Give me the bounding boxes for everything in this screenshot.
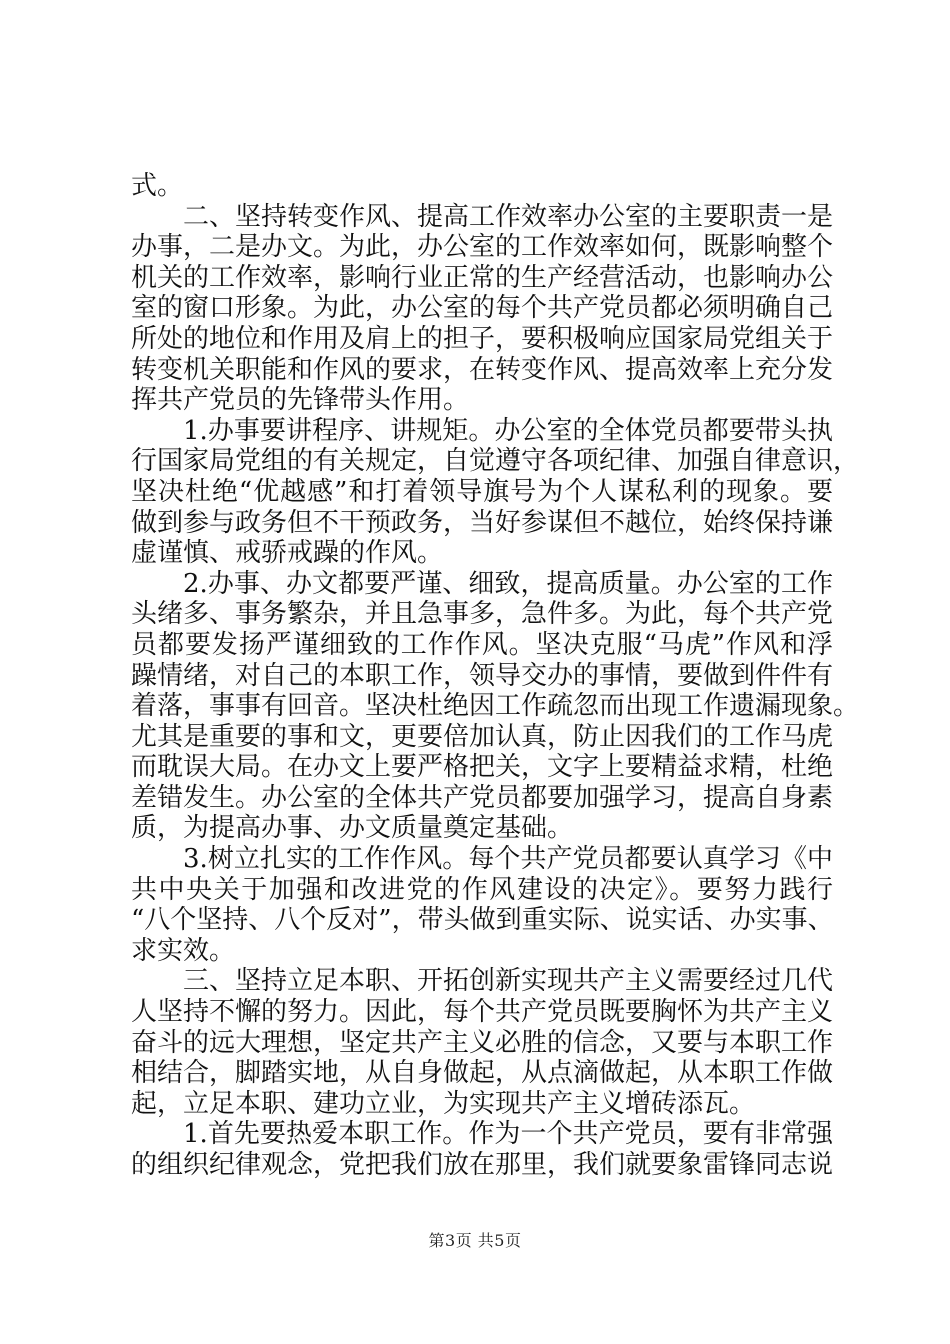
text-line: 尤其是重要的事和文，更要倍加认真，防止因我们的工作马虎 <box>131 721 834 752</box>
text-line: 做到参与政务但不干预政务，当好参谋但不越位，始终保持谦 <box>131 507 834 538</box>
text-line: 1.办事要讲程序、讲规矩。办公室的全体党员都要带头执 <box>183 415 833 446</box>
text-line: 着落，事事有回音。坚决杜绝因工作疏忽而出现工作遗漏现象。 <box>131 691 860 722</box>
text-line: 头绪多、事务繁杂，并且急事多，急件多。为此，每个共产党 <box>131 599 834 630</box>
text-line: 室的窗口形象。为此，办公室的每个共产党员都必须明确自己 <box>131 293 834 324</box>
text-line: 挥共产党员的先锋带头作用。 <box>131 385 470 416</box>
text-line: 坚决杜绝“优越感”和打着领导旗号为个人谋私利的现象。要 <box>131 476 833 507</box>
text-line: 机关的工作效率，影响行业正常的生产经营活动，也影响办公 <box>131 262 834 293</box>
text-line: 而耽误大局。在办文上要严格把关，文字上要精益求精，杜绝 <box>131 752 834 783</box>
text-line: 差错发生。办公室的全体共产党员都要加强学习，提高自身素 <box>131 782 834 813</box>
text-line: 转变机关职能和作风的要求，在转变作风、提高效率上充分发 <box>131 354 834 385</box>
text-line: 三、坚持立足本职、开拓创新实现共产主义需要经过几代 <box>183 966 834 997</box>
document-body <box>131 171 860 1181</box>
text-line: 二、坚持转变作风、提高工作效率办公室的主要职责一是 <box>183 201 834 232</box>
text-line: 1.首先要热爱本职工作。作为一个共产党员，要有非常强 <box>183 1119 833 1150</box>
text-line: 起，立足本职、建功立业，为实现共产主义增砖添瓦。 <box>131 1088 756 1119</box>
text-line: 质，为提高办事、办文质量奠定基础。 <box>131 813 574 844</box>
text-line: 共中央关于加强和改进党的作风建设的决定》。要努力践行 <box>131 874 833 905</box>
text-line: 的组织纪律观念，党把我们放在那里，我们就要象雷锋同志说 <box>131 1150 834 1180</box>
page-footer: 第3页 共5页 <box>428 1231 522 1250</box>
text-line: 行国家局党组的有关规定，自觉遵守各项纪律、加强自律意识， <box>131 446 860 477</box>
text-line: 式。 <box>131 171 184 201</box>
text-line: 相结合，脚踏实地，从自身做起，从点滴做起，从本职工作做 <box>131 1058 834 1089</box>
text-line: “八个坚持、八个反对”，带头做到重实际、说实话、办实事、 <box>131 905 834 936</box>
text-line: 所处的地位和作用及肩上的担子，要积极响应国家局党组关于 <box>131 323 834 354</box>
text-line: 人坚持不懈的努力。因此，每个共产党员既要胸怀为共产主义 <box>131 997 834 1028</box>
text-line: 奋斗的远大理想，坚定共产主义必胜的信念，又要与本职工作 <box>131 1027 834 1058</box>
text-line: 躁情绪，对自己的本职工作，领导交办的事情，要做到件件有 <box>131 660 834 691</box>
text-line: 办事，二是办文。为此，办公室的工作效率如何，既影响整个 <box>131 232 834 263</box>
text-line: 虚谨慎、戒骄戒躁的作风。 <box>131 538 444 569</box>
text-line: 3.树立扎实的工作作风。每个共产党员都要认真学习《中 <box>183 844 833 875</box>
text-line: 员都要发扬严谨细致的工作作风。坚决克服“马虎”作风和浮 <box>131 629 833 660</box>
text-line: 2.办事、办文都要严谨、细致，提高质量。办公室的工作 <box>183 568 833 599</box>
text-line: 求实效。 <box>131 935 236 966</box>
